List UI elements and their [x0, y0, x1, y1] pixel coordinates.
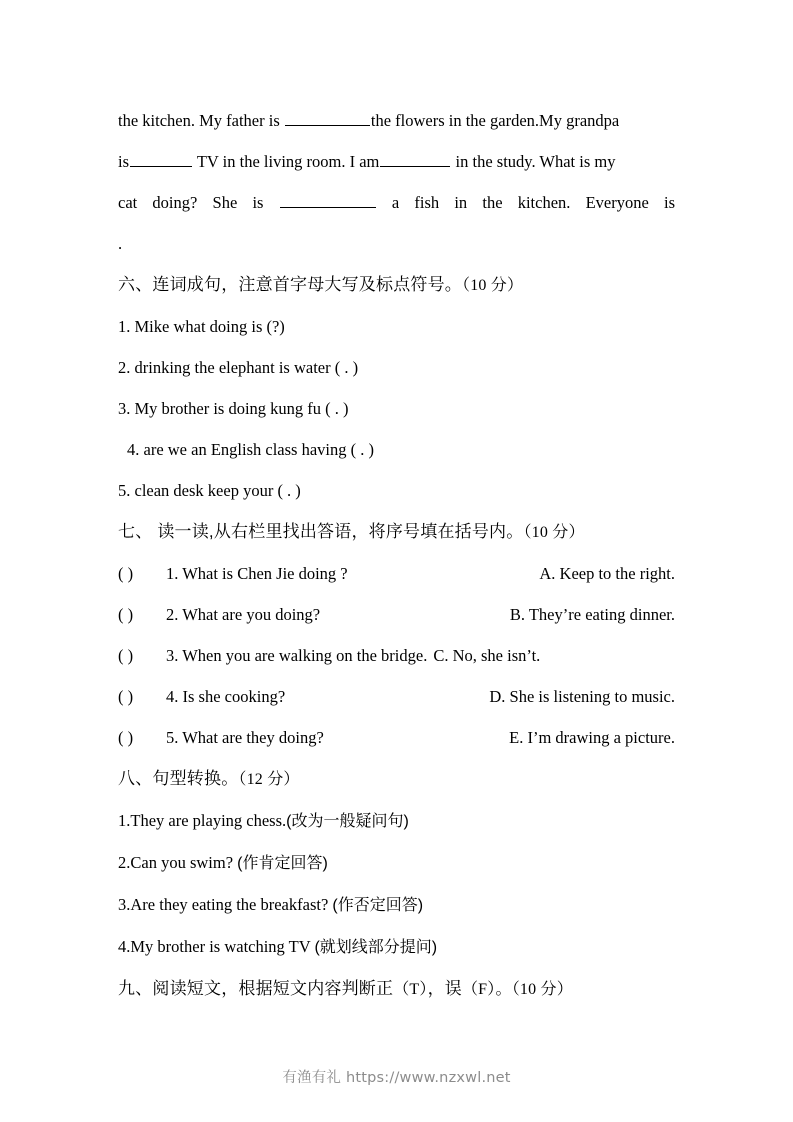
- section-eight-item-4-en: 4.My brother is watching TV: [118, 937, 315, 956]
- section-seven-score: （10 分）: [523, 524, 585, 541]
- cloze-paragraph: [118, 100, 675, 141]
- section-seven-heading-text: 七、 读一读,从右栏里找出答语，将序号填在括号内。: [118, 522, 524, 541]
- match-answer-blank-5[interactable]: ( ): [118, 728, 134, 747]
- cloze-paragraph-line4: [118, 223, 675, 264]
- section-eight-heading: [118, 758, 675, 800]
- match-answer-blank-4[interactable]: ( ): [118, 687, 134, 706]
- section-nine-heading-a: 九、阅读短文，根据短文内容判断正: [118, 979, 394, 998]
- section-nine-score: （10 分）: [511, 981, 573, 998]
- match-answer-blank-1[interactable]: ( ): [118, 564, 134, 583]
- match-option-a: A. Keep to the right.: [539, 564, 675, 583]
- match-question-5: 5. What are they doing?: [166, 728, 324, 747]
- cloze-paragraph-line3: [118, 182, 675, 223]
- section-six-item-1: 1. Mike what doing is (?): [118, 317, 285, 336]
- match-row: [118, 676, 675, 717]
- section-eight-item-4-cn: (就划线部分提问): [314, 939, 438, 956]
- footer-brand: 有渔有礼: [282, 1070, 342, 1086]
- page-content: [118, 100, 675, 1010]
- cloze-seg-6: cat doing? She is: [118, 193, 264, 212]
- section-nine-heading-b: ，误: [427, 979, 462, 998]
- section-six-item-4: 4. are we an English class having ( . ): [127, 440, 374, 459]
- match-question-4: 4. Is she cooking?: [166, 687, 286, 706]
- section-six-heading-text: 六、连词成句，注意首字母大写及标点符号。: [118, 275, 462, 294]
- section-six-item-2: 2. drinking the elephant is water ( . ): [118, 358, 359, 377]
- section-eight-item-2-en: 2.Can you swim?: [118, 853, 238, 872]
- section-eight-item-1-en: 1.They are playing chess.: [118, 811, 287, 830]
- match-question-3: 3. When you are walking on the bridge.: [166, 646, 428, 665]
- section-six-heading: [118, 264, 675, 306]
- section-nine-false-marker: （F）。: [461, 981, 512, 998]
- section-nine-heading: [118, 968, 675, 1010]
- cloze-seg-1: the kitchen. My father is: [118, 111, 280, 130]
- section-six-item-5: 5. clean desk keep your ( . ): [118, 481, 301, 500]
- match-option-d: D. She is listening to music.: [489, 687, 675, 706]
- section-eight-item-2-cn: (作肯定回答): [237, 855, 328, 872]
- cloze-blank-4[interactable]: [280, 191, 376, 208]
- cloze-blank-3[interactable]: [380, 150, 450, 167]
- match-option-e: E. I’m drawing a picture.: [509, 728, 675, 747]
- cloze-paragraph-line2: [118, 141, 675, 182]
- match-row: [118, 594, 675, 635]
- cloze-seg-5: in the study. What is my: [455, 152, 616, 171]
- section-six-item-3: 3. My brother is doing kung fu ( . ): [118, 399, 349, 418]
- cloze-seg-7: a fish in the kitchen. Everyone is: [391, 193, 676, 212]
- match-option-b: B. They’re eating dinner.: [509, 605, 675, 624]
- match-row: [118, 717, 675, 758]
- match-row: [118, 553, 675, 594]
- section-eight-item-4: [118, 926, 675, 968]
- cloze-seg-3: is: [118, 152, 130, 171]
- section-eight-item-3: [118, 884, 675, 926]
- section-eight-item-3-cn: (作否定回答): [332, 897, 424, 914]
- cloze-blank-2[interactable]: [130, 150, 192, 167]
- match-question-2: 2. What are you doing?: [166, 605, 321, 624]
- cloze-blank-1[interactable]: [285, 109, 370, 126]
- match-question-1: 1. What is Chen Jie doing ?: [166, 564, 348, 583]
- section-eight-score: （12 分）: [238, 771, 300, 788]
- cloze-seg-4: TV in the living room. I am: [196, 152, 380, 171]
- cloze-seg-2: the flowers in the garden.My grandpa: [370, 111, 620, 130]
- section-eight-heading-text: 八、句型转换。: [118, 769, 239, 788]
- footer-watermark: [0, 1066, 793, 1087]
- match-option-c: C. No, she isn’t.: [433, 646, 541, 665]
- section-six-score: （10 分）: [462, 277, 524, 294]
- section-eight-item-2: [118, 842, 675, 884]
- match-row: [118, 635, 675, 676]
- section-eight-item-3-en: 3.Are they eating the breakfast?: [118, 895, 333, 914]
- section-eight-item-1: [118, 800, 675, 842]
- section-eight-item-1-cn: (改为一般疑问句): [286, 813, 409, 830]
- cloze-seg-8: .: [118, 234, 123, 253]
- match-answer-blank-3[interactable]: ( ): [118, 646, 134, 665]
- section-nine-true-marker: （T）: [393, 981, 428, 998]
- footer-url: https://www.nzxwl.net: [345, 1070, 511, 1086]
- section-seven-heading: [118, 511, 675, 553]
- match-answer-blank-2[interactable]: ( ): [118, 605, 134, 624]
